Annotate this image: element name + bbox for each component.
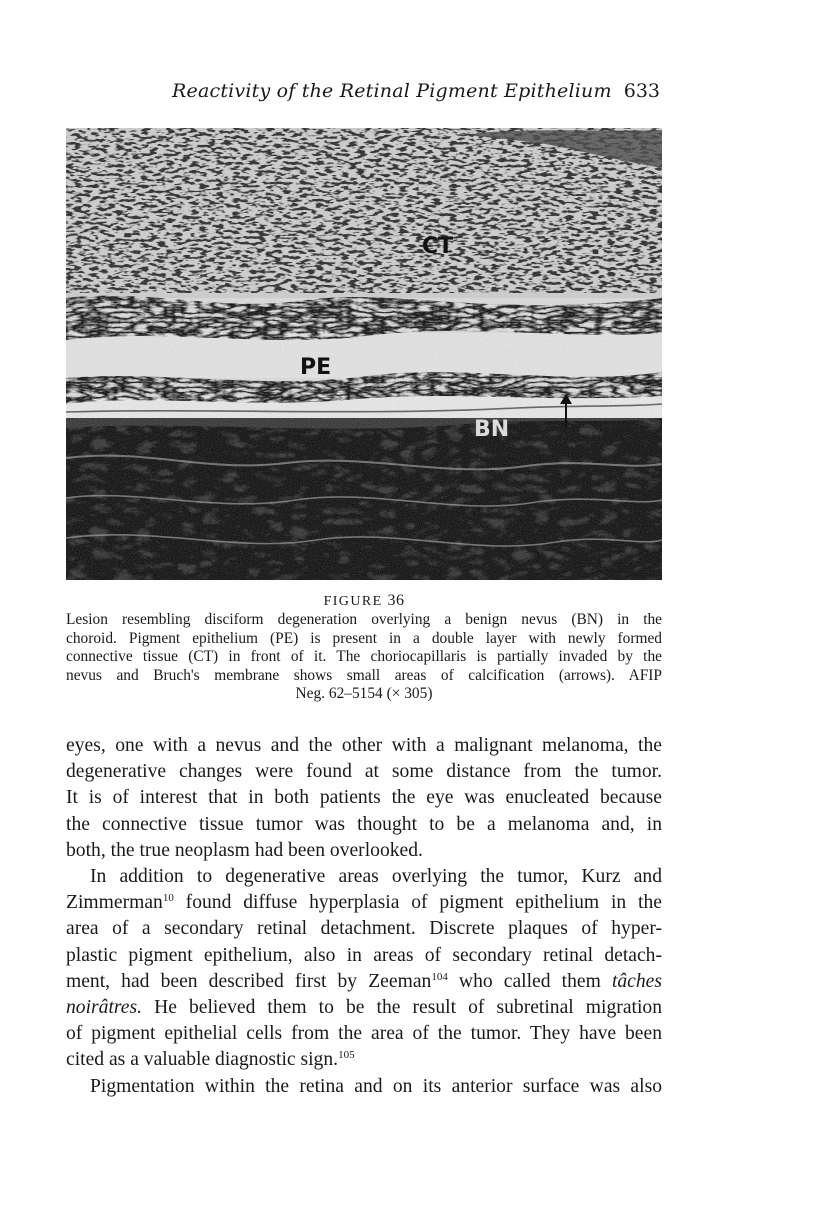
paragraph-3 <box>66 1074 662 1100</box>
italic-term: tâches <box>611 970 662 992</box>
caption-word: FIGURE <box>323 594 383 609</box>
running-title: Reactivity of the Retinal Pigment Epithelium <box>172 80 612 102</box>
label-ct: CT <box>422 234 454 259</box>
text-segment: Zimmerman <box>66 892 163 914</box>
text-line: plastic pigment epithelium, also in areas of secondary retinal detach- <box>66 944 662 966</box>
page-header <box>172 80 660 110</box>
text-line: the connective tissue tumor was thought to be a melanoma and, in <box>66 813 662 835</box>
caption-number: 36 <box>387 592 405 609</box>
text-line: of pigment epithelial cells from the area of the tumor. They have been <box>66 1023 662 1045</box>
caption-line: Neg. 62–5154 (× 305) <box>295 685 433 703</box>
figure-caption-title <box>66 592 662 610</box>
paragraph-1 <box>66 733 662 864</box>
text-line <box>66 890 662 916</box>
text-line: area of a secondary retinal detachment. Discrete plaques of hyper- <box>66 918 662 940</box>
text-line: It is of interest that in both patients the eye was enucleated because <box>66 787 662 809</box>
caption-line: nevus and Bruch's membrane shows small areas of calcification (arrows). AFIP <box>66 666 662 684</box>
reference-number: 10 <box>162 892 174 905</box>
body-text <box>66 733 662 1100</box>
text-line <box>66 969 662 995</box>
text-line <box>66 1047 662 1073</box>
text-line: both, the true neoplasm had been overlooked. <box>66 839 423 861</box>
text-line: In addition to degenerative areas overlying the tumor, Kurz and <box>90 866 662 888</box>
italic-term: noirâtres. <box>66 997 143 1019</box>
label-bn: BN <box>474 417 510 442</box>
text-segment: found diffuse hyperplasia of pigment epithelium in the <box>173 892 662 914</box>
caption-line: Lesion resembling disciform degeneration overlying a benign nevus (BN) in the <box>66 611 662 628</box>
text-segment: ment, had been described first by Zeeman <box>66 970 432 992</box>
page-number: 633 <box>623 80 660 102</box>
reference-number: 104 <box>431 970 448 983</box>
caption-line: choroid. Pigment epithelium (PE) is present in a double layer with newly formed <box>66 629 662 647</box>
text-segment: who called them <box>447 970 612 992</box>
text-line: Pigmentation within the retina and on its anterior surface was also <box>90 1075 662 1097</box>
paragraph-2 <box>66 864 662 1074</box>
text-line: eyes, one with a nevus and the other with a malignant melanoma, the <box>66 735 662 756</box>
text-segment: cited as a valuable diagnostic sign. <box>66 1049 339 1071</box>
micrograph-figure <box>66 128 662 580</box>
figure-caption <box>66 611 662 704</box>
text-line: degenerative changes were found at some distance from the tumor. <box>66 761 662 783</box>
label-pe: PE <box>300 355 332 380</box>
text-segment: He believed them to be the result of subretinal migration <box>142 997 662 1019</box>
text-line <box>66 995 662 1021</box>
reference-number: 105 <box>338 1049 355 1062</box>
micrograph-image <box>66 128 662 580</box>
caption-line: connective tissue (CT) in front of it. The choriocapillaris is partially invaded by the <box>66 648 662 666</box>
